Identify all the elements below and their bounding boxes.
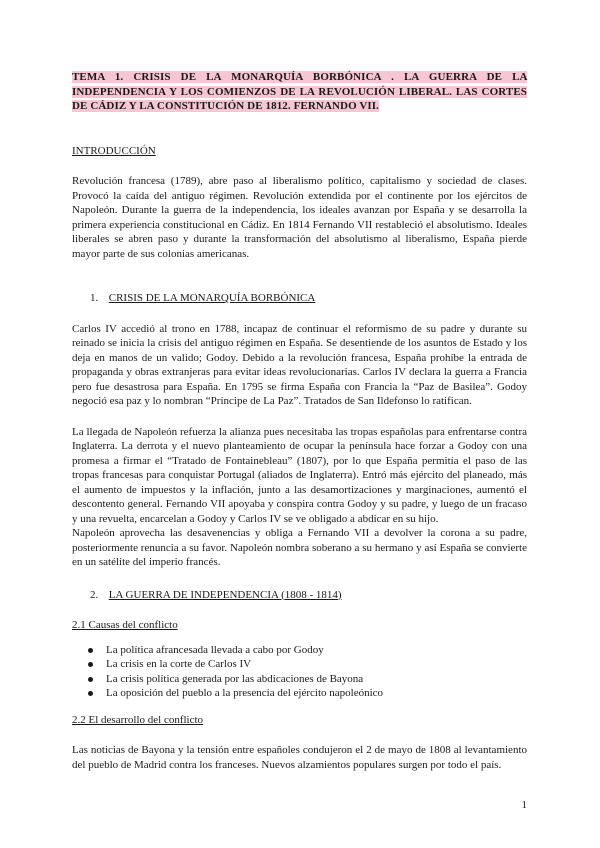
page-number: 1 xyxy=(521,799,527,811)
intro-paragraph: Revolución francesa (1789), abre paso al liberalismo político, capitalismo y sociedad de clases. Provocó la caída del antiguo régimen. Revolución extendida por el continente por los ejércitos de Napoleón. Durante la guerra de la independencia, los ideales avanzan por España y se desarrolla la primera experiencia constitucional en Cádiz. En 1814 Fernando VII restableció el absolutismo. Ideales liberales se abren paso y durante la transformación del absolutismo al liberalismo, España pierde mayor parte de sus colonias americanas. xyxy=(72,175,527,260)
list-item: La oposición del pueblo a la presencia del ejército napoleónico xyxy=(88,686,527,701)
intro-heading: INTRODUCCIÓN xyxy=(72,144,156,157)
list-item: La crisis política generada por las abdicaciones de Bayona xyxy=(88,672,527,687)
section-1-number: 1. xyxy=(90,292,99,304)
causes-list xyxy=(72,643,527,701)
section-2-number: 2. xyxy=(90,588,99,601)
title-line-2: INDEPENDENCIA Y LOS COMIENZOS DE LA REVOLUCIÓN LIBERAL. LAS CORTES xyxy=(72,85,527,98)
subsection-2-2-paragraph: Las noticias de Bayona y la tensión entre españoles condujeron el 2 de mayo de 1808 al levantamiento del pueblo de Madrid contra los franceses. Nuevos alzamientos populares surgen por todo el país. xyxy=(72,744,527,771)
section-1-title: CRISIS DE LA MONARQUÍA BORBÓNICA xyxy=(108,292,316,304)
section-2-title: LA GUERRA DE INDEPENDENCIA (1808 - 1814) xyxy=(108,588,342,601)
subsection-2-1-heading: 2.1 Causas del conflicto xyxy=(72,619,178,631)
section-1-paragraph-3: Napoleón aprovecha las desavenencias y obliga a Fernando VII a devolver la corona a su padre, posteriormente renuncia a su favor. Napoleón nombra soberano a su hermano y así España se convierte en un satélite del imperio francés. xyxy=(72,527,527,568)
section-1-heading xyxy=(90,291,527,306)
section-2-heading xyxy=(90,588,527,603)
document-title xyxy=(72,70,527,114)
list-item: La política afrancesada llevada a cabo por Godoy xyxy=(88,643,527,658)
section-1-paragraph-1: Carlos IV accedió al trono en 1788, incapaz de continuar el reformismo de su padre y durante su reinado se inicia la crisis del antiguo régimen en España. Se desentiende de los asuntos de Estado y los deja en manos de un valido; Godoy. Debido a la revolución francesa, España prohíbe la entrada de propaganda y obras extranjeras para evitar ideas revolucionarias. Carlos IV declara la guerra a Francia pero fue desastrosa para España. En 1795 se firma España con Francia la “Paz de Basilea”. Godoy negoció esa paz y lo nombran “Príncipe de La Paz”. Tratados de San Ildefonso lo ratifican. xyxy=(72,322,527,407)
subsection-2-2-heading: 2.2 El desarrollo del conflicto xyxy=(72,713,204,726)
title-line-3: DE CÁDIZ Y LA CONSTITUCIÓN DE 1812. FERNANDO VII. xyxy=(72,100,380,112)
document-page xyxy=(72,70,527,772)
list-item: La crisis en la corte de Carlos IV xyxy=(88,657,527,672)
section-1-paragraph-2: La llegada de Napoleón refuerza la alianza pues necesitaba las tropas españolas para enfrentarse contra Inglaterra. La derrota y el nuevo planteamiento de ocupar la península hace forzar a Godoy con una promesa a firmar el “Tratado de Fontainebleau” (1807), por lo que España permitía el paso de las tropas francesas para conquistar Portugal (aliados de Inglaterra). Entró más ejército del planeado, más el aumento de impuestos y la inflación, junto a las desamortizaciones y marginaciones, aumentó el descontento general. Fernando VII apoyaba y conspira contra Godoy y su padre, y luego de un fracaso y una revuelta, encarcelan a Godoy y Carlos IV se ve obligado a abdicar en su hijo. xyxy=(72,425,527,525)
title-line-1: TEMA 1. CRISIS DE LA MONARQUÍA BORBÓNICA . LA GUERRA DE LA xyxy=(72,71,527,83)
